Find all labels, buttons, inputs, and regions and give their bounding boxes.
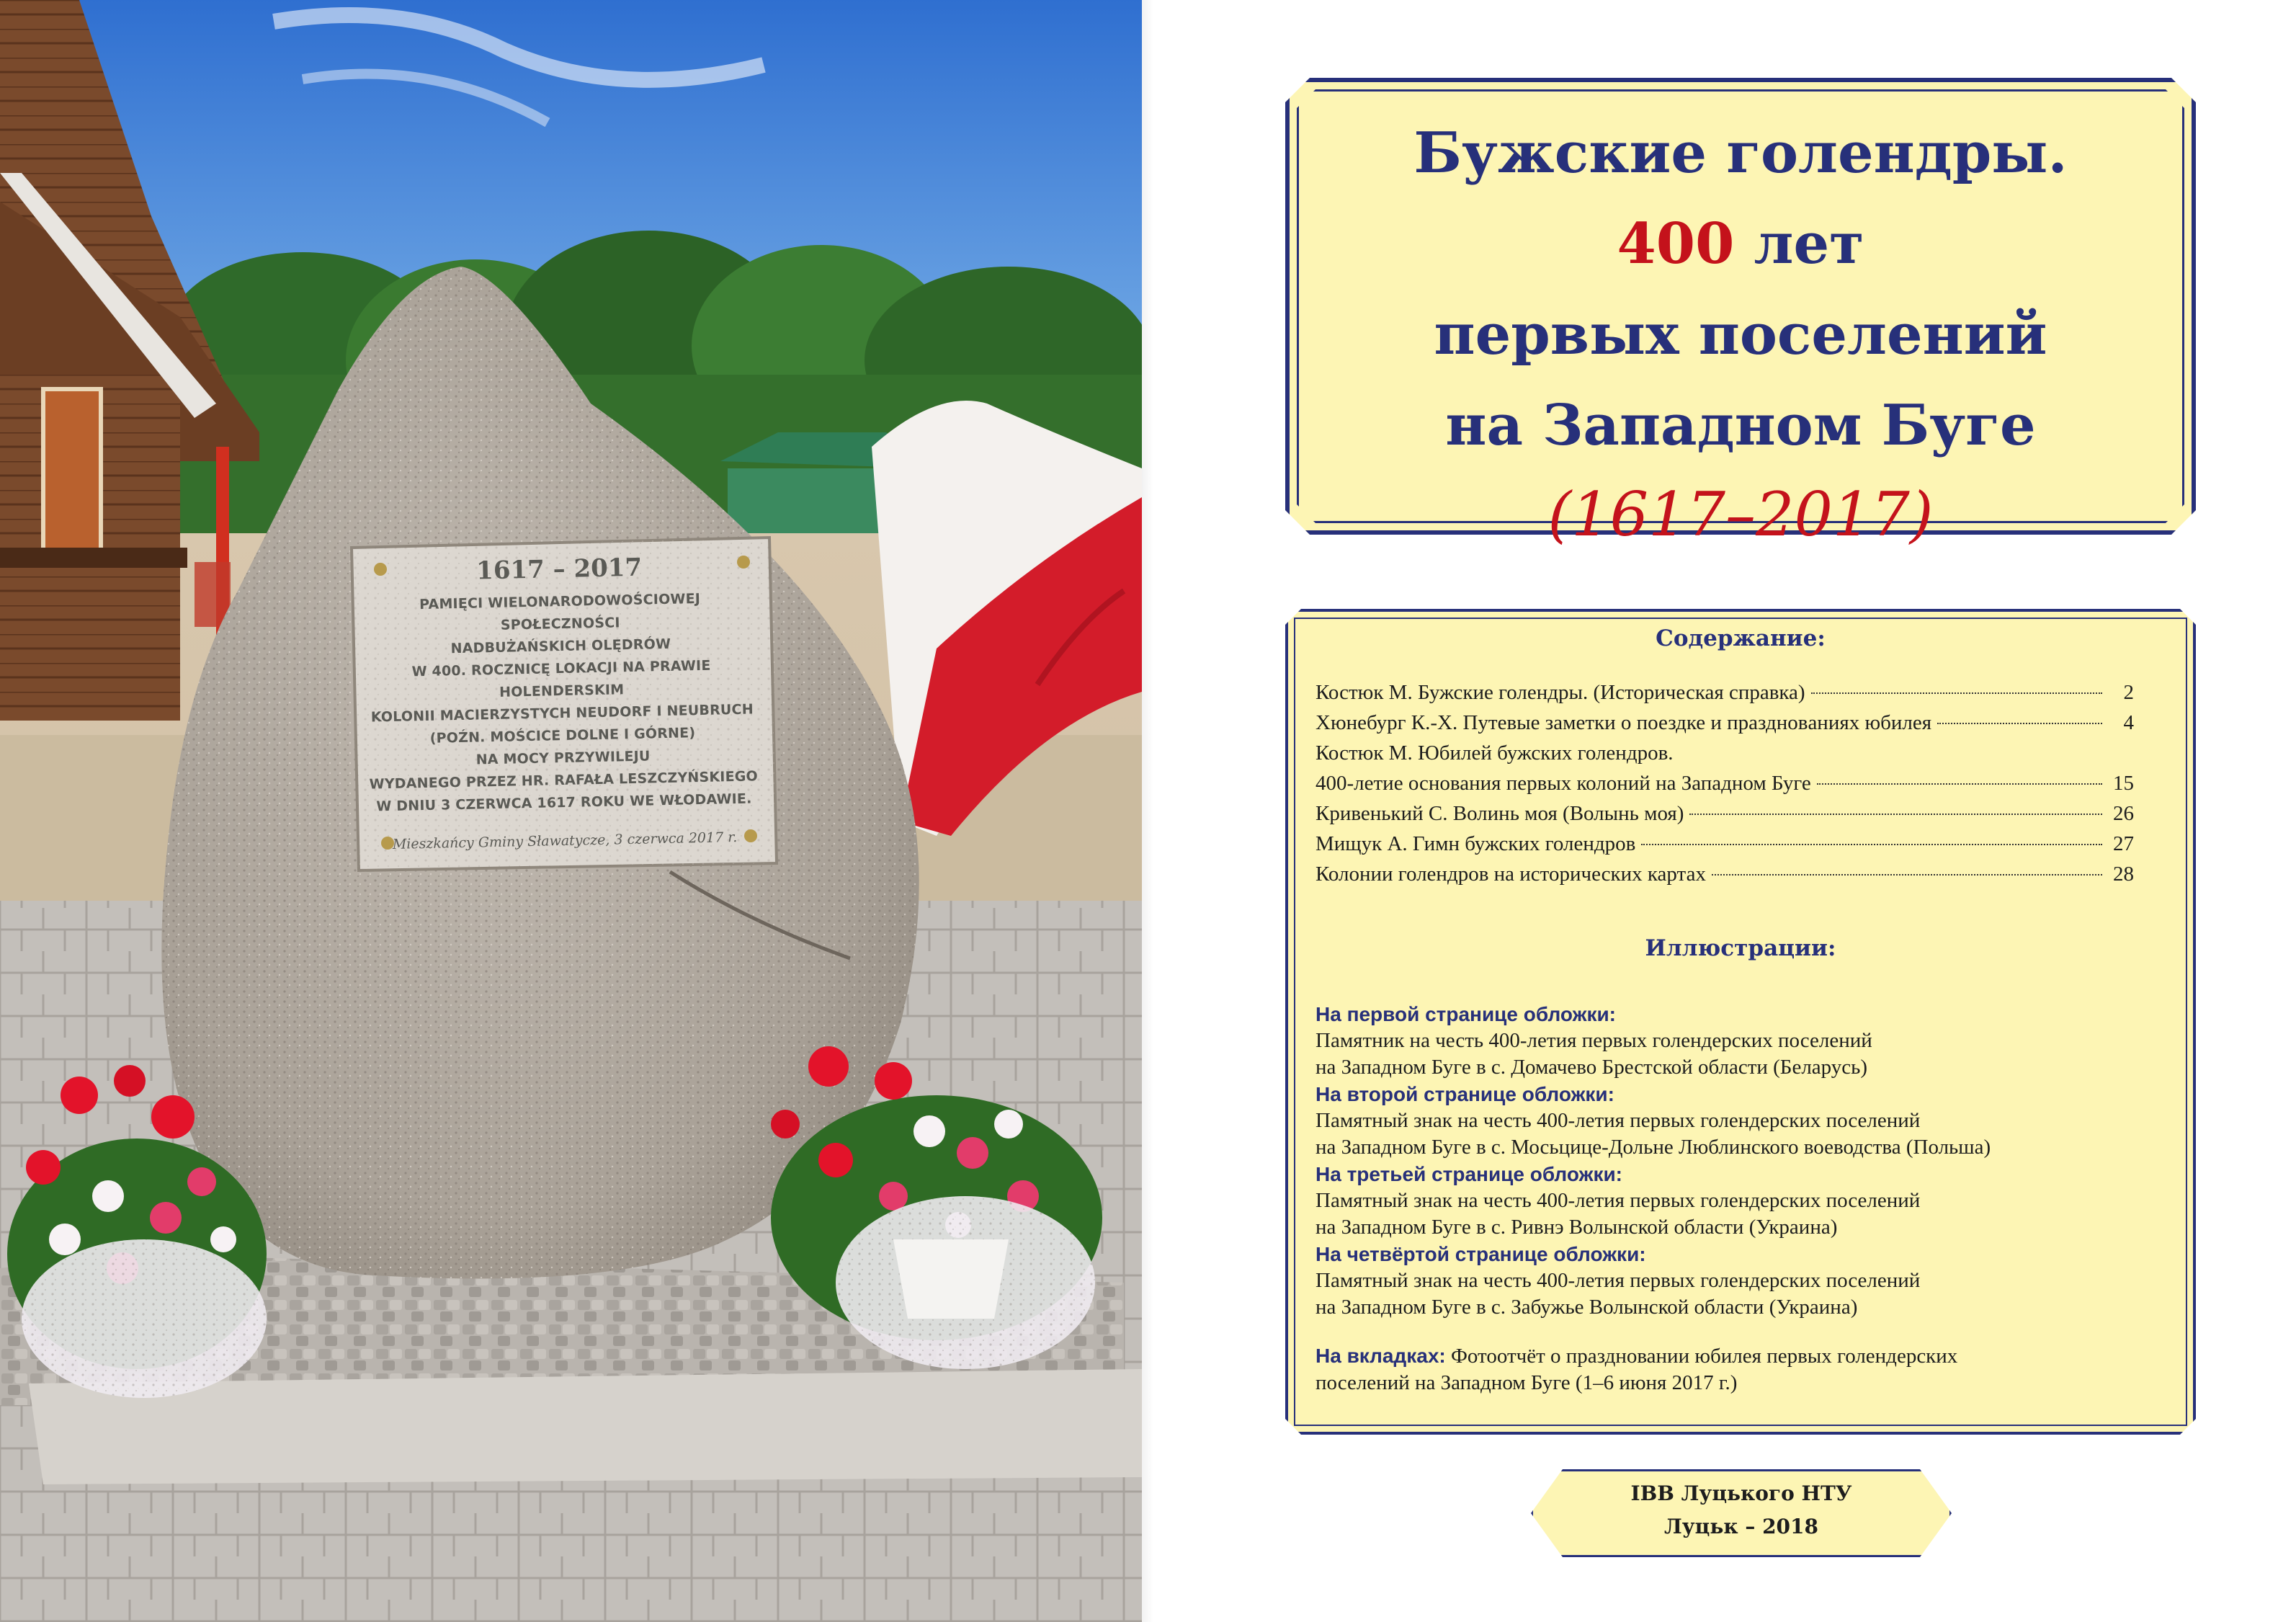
toc-item[interactable]	[1315, 863, 2134, 893]
toc-item-page: 27	[2113, 832, 2134, 855]
title-line-1: Бужские голендры.	[1413, 120, 2068, 186]
toc-item[interactable]	[1315, 832, 2134, 863]
illustration-section-head: На третьей странице обложки:	[1315, 1163, 1622, 1185]
book-spine	[1142, 0, 1153, 1622]
toc-leader	[1641, 844, 2102, 845]
toc-item[interactable]	[1315, 681, 2134, 711]
toc-item-page: 2	[2123, 681, 2134, 704]
toc-item-title: 400-летие основания первых колоний на Западном Буге	[1315, 772, 1811, 795]
toc-item-page: 15	[2113, 772, 2134, 795]
toc-leader	[1937, 723, 2102, 724]
illustration-line: на Западном Буге в с. Мосьцице-Дольне Люблинского воеводства (Польша)	[1315, 1136, 1991, 1159]
spacer	[1315, 1321, 2166, 1342]
illustration-line: Памятный знак на честь 400-летия первых голендерских поселений	[1315, 1189, 1921, 1212]
toc-item-page: 4	[2123, 711, 2134, 734]
plaque-signature: Mieszkańcy Gminy Sławatycze, 3 czerwca 2017 r.	[392, 829, 738, 852]
toc-item-page: 26	[2113, 802, 2134, 825]
illustrations-heading: Иллюстрации:	[1645, 935, 1836, 961]
illustration-section-head: На четвёртой странице обложки:	[1315, 1243, 1646, 1265]
toc-item-title: Колонии голендров на исторических картах	[1315, 863, 1706, 886]
inserts-head: На вкладках:	[1315, 1345, 1446, 1367]
inserts-text-continued: поселений на Западном Буге (1–6 июня 2017 г.)	[1315, 1371, 1738, 1394]
plaque-inscription	[357, 551, 767, 853]
plaque-year: 1617 – 2017	[475, 553, 643, 586]
book-title	[1285, 108, 2196, 558]
illustration-line: на Западном Буге в с. Домачево Брестской области (Беларусь)	[1315, 1056, 1868, 1079]
toc-item-title: Костюк М. Юбилей бужских голендров.	[1315, 741, 1674, 765]
plaque-line: WYDANEGO PRZEZ HR. RAFAŁA LESZCZYŃSKIEGO	[369, 768, 759, 793]
toc-item[interactable]	[1315, 741, 2134, 772]
toc-item-page: 28	[2113, 863, 2134, 886]
contents-heading: Содержание:	[1656, 625, 1826, 651]
illustration-line: Памятник на честь 400-летия первых голендерских поселений	[1315, 1029, 1872, 1052]
illustration-line: на Западном Буге в с. Ривнэ Волынской области (Украина)	[1315, 1216, 1838, 1239]
toc-item-title: Хюнебург К.-Х. Путевые заметки о поездке и праздновaниях юбилея	[1315, 711, 1932, 734]
publisher: ІВВ Луцького НТУ	[1630, 1481, 1852, 1505]
illustration-line: Памятный знак на честь 400-летия первых голендерских поселений	[1315, 1109, 1921, 1132]
toc-item[interactable]	[1315, 802, 2134, 832]
plaque-line: W 400. ROCZNICĘ LOKACJI NA PRAWIE HOLENDERSKIM	[411, 657, 711, 700]
illustration-line: на Западном Буге в с. Забужье Волынской области (Украина)	[1315, 1296, 1858, 1319]
imprint	[1531, 1477, 1952, 1543]
plaque-line: NADBUŻAŃSKICH OLĘDRÓW	[450, 636, 671, 657]
inserts-note	[1315, 1342, 2166, 1370]
toc-leader	[1811, 692, 2102, 694]
plaque-line: NA MOCY PRZYWILEJU	[475, 748, 651, 768]
plaque-line: (POŹN. MOŚCICE DOLNE I GÓRNE)	[429, 725, 696, 747]
inserts-text: Фотоотчёт о праздновании юбилея первых голендерских	[1445, 1345, 1958, 1368]
title-line-4: на Западном Буге	[1445, 393, 2036, 458]
title-line-3: первых поселений	[1434, 302, 2047, 367]
toc-item-title: Костюк М. Бужские голендры. (Историческая справка)	[1315, 681, 1805, 704]
toc-item-title: Мищук А. Гимн бужских голендров	[1315, 832, 1636, 855]
monument-photo	[0, 0, 1142, 1622]
table-of-contents	[1315, 681, 2134, 893]
title-line-2	[1285, 199, 2196, 290]
plaque-line: KOLONII MACIERZYSTYCH NEUDORF I NEUBRUCH	[370, 701, 754, 726]
title-line-2-rest: лет	[1734, 211, 1864, 277]
illustration-section-head: На второй странице обложки:	[1315, 1083, 1614, 1105]
illustration-line: Памятный знак на честь 400-летия первых голендерских поселений	[1315, 1269, 1921, 1292]
illustrations-list	[1315, 1001, 2166, 1396]
toc-item-title: Кривенький С. Волинь моя (Волынь моя)	[1315, 802, 1684, 825]
plaque-line: W DNIU 3 CZERWCA 1617 ROKU WE WŁODAWIE.	[376, 790, 752, 815]
toc-item[interactable]	[1315, 772, 2134, 802]
plaque-line: PAMIĘCI WIELONARODOWOŚCIOWEJ SPOŁECZNOŚCI	[419, 590, 701, 633]
title-years: (1617–2017)	[1547, 479, 1934, 550]
toc-leader	[1712, 874, 2102, 875]
toc-leader	[1689, 814, 2102, 815]
title-number: 400	[1617, 211, 1735, 277]
place-year: Луцьк – 2018	[1663, 1515, 1819, 1538]
illustration-section-head: На первой странице обложки:	[1315, 1003, 1617, 1025]
toc-leader	[1817, 783, 2102, 785]
toc-item[interactable]	[1315, 711, 2134, 741]
